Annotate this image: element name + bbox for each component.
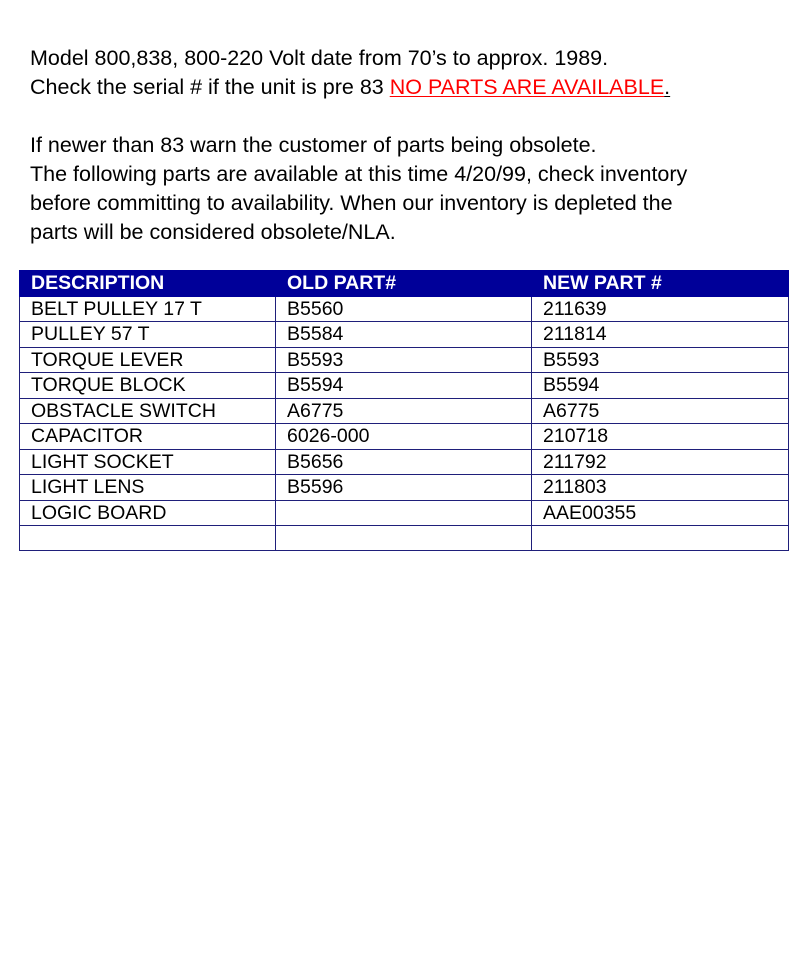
cell-old-part: B5594 (276, 373, 532, 399)
cell-old-part: B5596 (276, 475, 532, 501)
intro-text (30, 44, 790, 247)
cell-old-part: B5584 (276, 322, 532, 348)
table-row (20, 373, 789, 399)
cell-new-part: 211639 (532, 296, 789, 322)
table-row (20, 500, 789, 526)
parts-table (19, 270, 789, 551)
table-row (20, 296, 789, 322)
cell-old-part (276, 500, 532, 526)
cell-old-part: B5593 (276, 347, 532, 373)
cell-new-part: 211792 (532, 449, 789, 475)
intro-para2-line-2: The following parts are available at this time 4/20/99, check inventory (30, 162, 688, 186)
cell-new-part: 210718 (532, 424, 789, 450)
table-row (20, 398, 789, 424)
cell-new-part: B5593 (532, 347, 789, 373)
table-row (20, 475, 789, 501)
cell-old-part: B5656 (276, 449, 532, 475)
header-new-part: NEW PART # (532, 271, 789, 297)
cell-old-part: B5560 (276, 296, 532, 322)
table-row (20, 424, 789, 450)
cell-description: TORQUE BLOCK (20, 373, 276, 399)
cell-description (20, 526, 276, 551)
cell-description: LIGHT SOCKET (20, 449, 276, 475)
cell-new-part (532, 526, 789, 551)
no-parts-warning: NO PARTS ARE AVAILABLE (389, 75, 665, 99)
header-old-part: OLD PART# (276, 271, 532, 297)
cell-description: LIGHT LENS (20, 475, 276, 501)
table-row (20, 449, 789, 475)
cell-new-part: 211803 (532, 475, 789, 501)
intro-para2-line-4: parts will be considered obsolete/NLA. (30, 220, 396, 244)
cell-old-part: A6775 (276, 398, 532, 424)
cell-old-part: 6026-000 (276, 424, 532, 450)
cell-description: LOGIC BOARD (20, 500, 276, 526)
intro-line-2-prefix: Check the serial # if the unit is pre 83 (30, 75, 390, 99)
cell-description: BELT PULLEY 17 T (20, 296, 276, 322)
table-row-empty (20, 526, 789, 551)
header-description: DESCRIPTION (20, 271, 276, 297)
intro-line-2-suffix: . (664, 75, 671, 99)
cell-description: CAPACITOR (20, 424, 276, 450)
cell-description: OBSTACLE SWITCH (20, 398, 276, 424)
cell-description: TORQUE LEVER (20, 347, 276, 373)
cell-new-part: 211814 (532, 322, 789, 348)
intro-line-1: Model 800,838, 800-220 Volt date from 70’s to approx. 1989. (30, 46, 609, 70)
intro-para2-line-3: before committing to availability. When our inventory is depleted the (30, 191, 673, 215)
paragraph-gap (30, 102, 790, 131)
cell-description: PULLEY 57 T (20, 322, 276, 348)
table-header-row (20, 271, 789, 297)
table-row (20, 322, 789, 348)
cell-new-part: B5594 (532, 373, 789, 399)
intro-para2-line-1: If newer than 83 warn the customer of parts being obsolete. (30, 133, 597, 157)
intro-line-2 (30, 73, 790, 102)
cell-old-part (276, 526, 532, 551)
cell-new-part: A6775 (532, 398, 789, 424)
table-row (20, 347, 789, 373)
cell-new-part: AAE00355 (532, 500, 789, 526)
